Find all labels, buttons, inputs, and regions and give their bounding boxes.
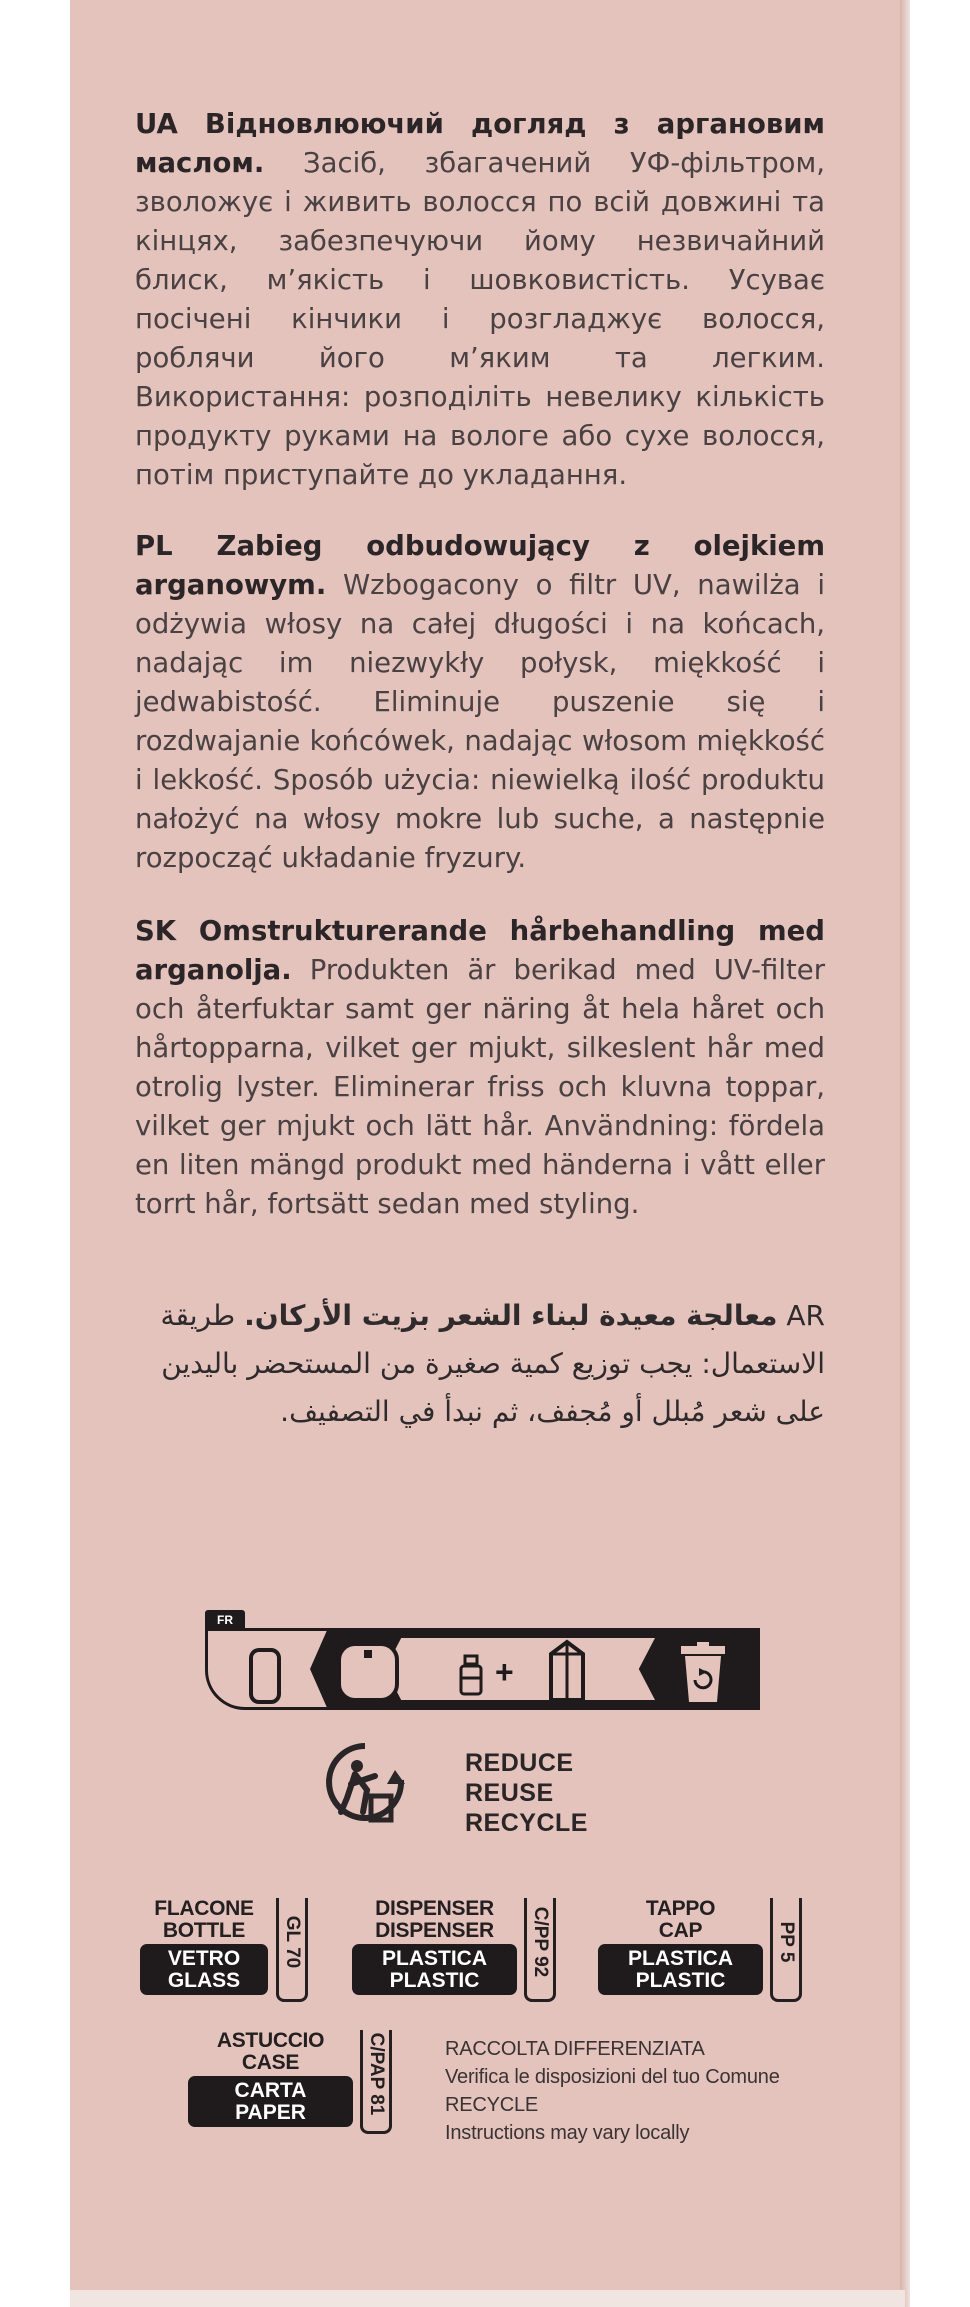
material-cap-code <box>770 1898 802 2002</box>
reduce-label: REDUCE <box>465 1749 574 1777</box>
material-case-name-it: ASTUCCIO <box>216 2029 325 2052</box>
material-dispenser-code-text: C/PP 92 <box>530 1906 551 1978</box>
material-cap <box>598 1898 828 2008</box>
material-case-tag-en: PAPER <box>235 2101 306 2124</box>
material-case-code <box>360 2030 392 2134</box>
paragraph-sk-text: Produkten är berikad med UV-filter och återfuktar samt ger näring åt hela håret och hårtopparna, vilket ger mjukt, silkeslent hår med otrolig lyster. Eliminerar friss och kluvna toppar, vilket ger mjukt och lätt hår. Användning: fördela en liten mängd produkt med händerna i vått eller torrt hår, fortsätt sedan med styling. <box>135 954 825 1220</box>
pump-dispenser-icon <box>333 1640 403 1704</box>
paragraph-pl-text: Wzbogacony o filtr UV, nawilża i odżywia włosy na całej długości i na końcach, nadając im niezwykły połysk, miękkość i jedwabistość. Eliminuje puszenie się i rozdwajanie końcówek, nadając włosom miękkość i lekkość. Sposób użycia: niewielką ilość produktu nałożyć na włosy mokre lub suche, a następnie rozpocząć układanie fryzury. <box>135 569 825 874</box>
country-tab: FR <box>205 1610 245 1630</box>
material-case-name-en: CASE <box>241 2051 300 2074</box>
material-case <box>188 2030 403 2140</box>
material-dispenser-name-it: DISPENSER <box>375 1897 494 1920</box>
material-bottle-code <box>276 1898 308 2002</box>
material-case-code-text: C/PAP 81 <box>366 2032 387 2116</box>
paragraph-ar <box>135 1292 825 1436</box>
material-cap-code-text: PP 5 <box>776 1921 797 1963</box>
material-dispenser-name-en: DISPENSER <box>375 1919 494 1942</box>
material-dispenser-tag <box>352 1944 517 1995</box>
bottle-outline-icon <box>245 1646 285 1706</box>
note-line-3: RECYCLE <box>445 2094 539 2116</box>
material-cap-tag-en: PLASTIC <box>635 1969 726 1992</box>
note-line-4: Instructions may vary locally <box>445 2122 690 2144</box>
material-bottle-code-text: GL 70 <box>282 1915 303 1969</box>
material-cap-name-it: TAPPO <box>645 1897 716 1920</box>
rrr-labels <box>465 1748 588 1838</box>
reuse-label: REUSE <box>465 1779 554 1807</box>
paragraph-ar-text: طريقة الاستعمال: يجب توزيع كمية صغيرة من المستحضر باليدين على شعر مُبلل أو مُجفف، ثم نبدأ في التصفيف. <box>160 1299 825 1428</box>
material-dispenser-code <box>524 1898 556 2002</box>
material-cap-tag <box>598 1944 763 1995</box>
plus-icon: + <box>495 1654 514 1690</box>
paragraph-ua-lead: UA Відновлюючий догляд з аргановим маслом. <box>135 108 825 179</box>
material-case-tag <box>188 2076 353 2127</box>
carton-box-icon <box>541 1636 593 1706</box>
paragraph-ua <box>135 105 825 495</box>
material-bottle-name-it: FLACONE <box>154 1897 254 1920</box>
paragraph-sk <box>135 912 825 1224</box>
material-dispenser-tag-en: PLASTIC <box>389 1969 480 1992</box>
paragraph-pl <box>135 527 825 878</box>
recycling-strip <box>205 1610 760 1720</box>
recycle-label: RECYCLE <box>465 1809 588 1837</box>
material-case-tag-it: CARTA <box>234 2079 307 2102</box>
material-bottle-tag <box>140 1944 268 1995</box>
paragraph-ar-code: AR <box>786 1299 825 1332</box>
note-line-1: RACCOLTA DIFFERENZIATA <box>445 2038 705 2060</box>
material-dispenser-tag-it: PLASTICA <box>382 1947 487 1970</box>
material-bottle-tag-it: VETRO <box>167 1947 241 1970</box>
note-line-2: Verifica le disposizioni del tuo Comune <box>445 2066 780 2088</box>
material-bottle <box>140 1897 303 2008</box>
recycle-bin-icon <box>675 1640 731 1704</box>
recycle-person-icon <box>325 1740 405 1830</box>
material-bottle-name-en: BOTTLE <box>162 1919 246 1942</box>
material-cap-name-en: CAP <box>658 1919 703 1942</box>
strip-light-window <box>385 1638 655 1700</box>
package-bottom-edge <box>70 2290 905 2307</box>
paragraph-sk-lead: SK Omstrukturerande hårbehandling med arganolja. <box>135 915 825 986</box>
paragraph-ua-text: Засіб, збагачений УФ-фільтром, зволожує і живить волосся по всій довжині та кінцях, забезпечуючи йому незвичайний блиск, м’якість і шовковистість. Усуває посічені кінчики і розгладжує волосся, роблячи його м’яким та легким. Використання: розподіліть невелику кількість продукту руками на вологе або сухе волосся, потім приступайте до укладання. <box>135 147 825 491</box>
material-cap-tag-it: PLASTICA <box>628 1947 733 1970</box>
paragraph-ar-lead: معالجة معيدة لبناء الشعر بزيت الأركان. <box>244 1299 778 1332</box>
material-dispenser <box>352 1898 577 2008</box>
small-bottle-icon <box>457 1654 485 1698</box>
paragraph-pl-lead: PL Zabieg odbudowujący z olejkiem arganowym. <box>135 530 825 601</box>
recycling-note <box>445 2035 780 2147</box>
material-bottle-tag-en: GLASS <box>167 1969 241 1992</box>
package-edge <box>900 0 910 2307</box>
